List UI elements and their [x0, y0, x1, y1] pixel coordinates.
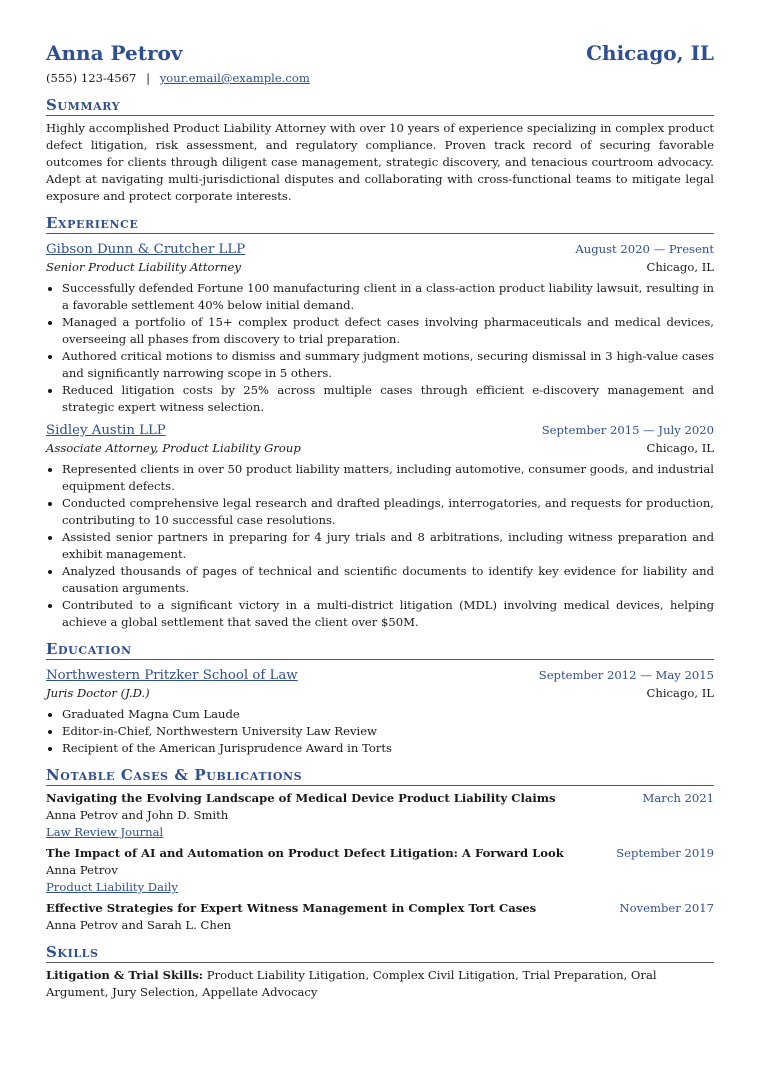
job-bullets	[46, 461, 714, 631]
publication-date: March 2021	[642, 791, 714, 805]
publication-title: Effective Strategies for Expert Witness Management in Complex Tort Cases	[46, 901, 537, 915]
publication-entry	[46, 900, 714, 934]
education-bullets	[46, 706, 714, 757]
bullet-item: • Conducted comprehensive legal research and drafted pleadings, interrogatories, and requests for production, contributing to 10 successful case resolutions.	[62, 495, 714, 529]
skills-line	[46, 967, 714, 1001]
bullet-item: • Managed a portfolio of 15+ complex product defect cases involving pharmaceuticals and medical devices, overseeing all phases from discovery to trial preparation.	[62, 314, 714, 348]
publication-authors: Anna Petrov and John D. Smith	[46, 808, 229, 822]
bullet-item: • Recipient of the American Jurisprudence Award in Torts	[62, 740, 714, 757]
contact-separator: |	[146, 71, 151, 85]
job-entry	[46, 421, 714, 631]
employer-link[interactable]: Sidley Austin LLP	[46, 423, 166, 438]
employer-link[interactable]: Gibson Dunn & Crutcher LLP	[46, 242, 246, 257]
email-link[interactable]: your.email@example.com	[159, 71, 310, 85]
bullet-item: • Graduated Magna Cum Laude	[62, 706, 714, 723]
contact-line	[46, 70, 714, 87]
experience-heading: Experience	[46, 214, 714, 234]
job-entry	[46, 240, 714, 416]
education-heading: Education	[46, 640, 714, 660]
bullet-item: • Represented clients in over 50 product liability matters, including automotive, consumer goods, and industrial equipment defects.	[62, 461, 714, 495]
education-dates: September 2012 — May 2015	[538, 668, 714, 682]
publication-entry	[46, 790, 714, 841]
publication-title: Navigating the Evolving Landscape of Medical Device Product Liability Claims	[46, 791, 556, 805]
publication-date: November 2017	[619, 901, 714, 915]
job-title: Senior Product Liability Attorney	[46, 260, 241, 274]
publication-venue-link[interactable]: Product Liability Daily	[46, 880, 178, 894]
skills-heading: Skills	[46, 943, 714, 963]
publication-venue-link[interactable]: Law Review Journal	[46, 825, 164, 839]
publication-date: September 2019	[616, 846, 714, 860]
bullet-item: • Contributed to a significant victory in a multi-district litigation (MDL) involving medical devices, helping achieve a global settlement that saved the client over $50M.	[62, 597, 714, 631]
phone-number: (555) 123-4567	[46, 71, 137, 85]
skills-label: Litigation & Trial Skills:	[46, 968, 204, 982]
degree-title: Juris Doctor (J.D.)	[46, 686, 150, 700]
job-dates: August 2020 — Present	[575, 242, 714, 256]
resume-header	[46, 40, 714, 66]
education-location: Chicago, IL	[646, 686, 714, 700]
job-dates: September 2015 — July 2020	[541, 423, 714, 437]
job-location: Chicago, IL	[646, 441, 714, 455]
publication-authors: Anna Petrov	[46, 863, 118, 877]
job-bullets	[46, 280, 714, 416]
job-location: Chicago, IL	[646, 260, 714, 274]
candidate-name: Anna Petrov	[46, 41, 183, 65]
bullet-item: • Analyzed thousands of pages of technical and scientific documents to identify key evidence for liability and causation arguments.	[62, 563, 714, 597]
education-entry	[46, 666, 714, 757]
bullet-item: • Reduced litigation costs by 25% across multiple cases through efficient e-discovery management and strategic expert witness selection.	[62, 382, 714, 416]
publication-entry	[46, 845, 714, 896]
summary-text: Highly accomplished Product Liability Attorney with over 10 years of experience specializing in complex product defect litigation, risk assessment, and regulatory compliance. Proven track record of securing favorable outcomes for clients through diligent case management, strategic discovery, and tenacious courtroom advocacy. Adept at navigating multi-jurisdictional disputes and collaborating with cross-functional teams to mitigate legal exposure and protect corporate interests.	[46, 121, 714, 203]
publications-heading: Notable Cases & Publications	[46, 766, 714, 786]
bullet-item: • Editor-in-Chief, Northwestern University Law Review	[62, 723, 714, 740]
skills-text: Product Liability Litigation, Complex Civil Litigation, Trial Preparation, Oral Argument, Jury Selection, Appellate Advocacy	[46, 968, 657, 999]
summary-heading: Summary	[46, 96, 714, 116]
school-link[interactable]: Northwestern Pritzker School of Law	[46, 668, 298, 683]
job-title: Associate Attorney, Product Liability Group	[46, 441, 301, 455]
publication-title: The Impact of AI and Automation on Product Defect Litigation: A Forward Look	[46, 846, 564, 860]
candidate-location: Chicago, IL	[586, 41, 714, 65]
publication-authors: Anna Petrov and Sarah L. Chen	[46, 918, 232, 932]
bullet-item: • Authored critical motions to dismiss and summary judgment motions, securing dismissal in 3 high-value cases and significantly narrowing scope in 5 others.	[62, 348, 714, 382]
bullet-item: • Assisted senior partners in preparing for 4 jury trials and 8 arbitrations, including witness preparation and exhibit management.	[62, 529, 714, 563]
bullet-item: • Successfully defended Fortune 100 manufacturing client in a class-action product liability lawsuit, resulting in a favorable settlement 40% below initial demand.	[62, 280, 714, 314]
